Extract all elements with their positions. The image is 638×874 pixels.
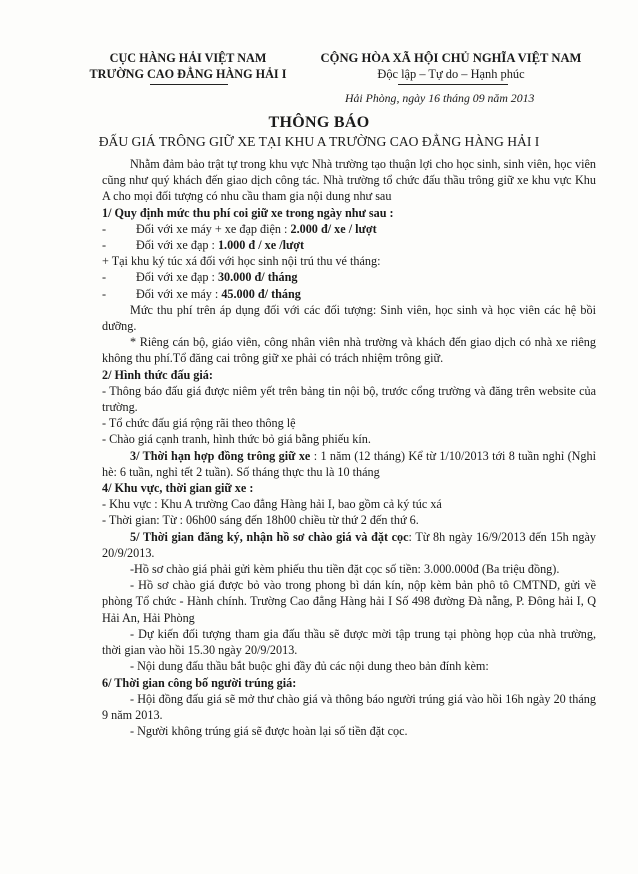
list-item: - Người không trúng giá sẽ được hoàn lại số tiền đặt cọc. (130, 724, 408, 739)
national-motto: Độc lập – Tự do – Hạnh phúc (377, 67, 525, 81)
list-item: - Hội đồng đấu giá sẽ mở thư chào giá và thông báo người trúng giá vào hồi 16h ngày 20 tháng 9 năm 2013. (102, 691, 596, 722)
list-item: - Thời gian: Từ : 06h00 sáng đến 18h00 chiều từ thứ 2 đến thứ 6. (102, 513, 419, 528)
list-item: - Hồ sơ chào giá được bỏ vào trong phong bì dán kín, nộp kèm bản phô tô CMTND, gửi về phòng Tổ chức - Hành chính. Trường Cao đẳng Hàng hải I Số 498 đường Đà nẵng, P. Đông hải I, Q Hải An, Hải Phòng (102, 578, 596, 625)
list-item: - Khu vực : Khu A trường Cao đẳng Hàng hải I, bao gồm cả ký túc xá (102, 497, 442, 512)
exemption-paragraph: * Riêng cán bộ, giáo viên, công nhân viên nhà trường và khách đến giao dịch có nhà xe riêng không thu phí.Tổ đăng cai trông giữ xe phải có trách nhiệm trông giữ. (102, 335, 596, 366)
list-item: - Dự kiến đối tượng tham gia đấu thầu sẽ được mời tập trung tại phòng họp của nhà trường, thời gian vào hồi 15.30 ngày 20/9/2013. (102, 626, 596, 658)
agency-header (68, 50, 308, 82)
document-body (102, 156, 596, 739)
section-3-heading: 3/ Thời hạn hợp đồng trông giữ xe (130, 448, 311, 463)
section-4-heading: 4/ Khu vực, thời gian giữ xe : (102, 481, 254, 496)
school-name: TRƯỜNG CAO ĐẲNG HÀNG HẢI I (89, 67, 287, 81)
national-header (306, 50, 596, 82)
section-2-heading: 2/ Hình thức đấu giá: (102, 367, 213, 382)
section-3-paragraph: 3/ Thời hạn hợp đồng trông giữ xe : 1 năm (12 tháng) Kể từ 1/10/2013 tới 8 tuần nghỉ (Nghỉ hè: 6 tuần, nghỉ tết 2 tuần). Số tháng thực thu là 10 tháng (102, 448, 597, 479)
national-title: CỘNG HÒA XÃ HỘI CHỦ NGHĨA VIỆT NAM (320, 51, 582, 65)
section-5-paragraph: 5/ Thời gian đăng ký, nhận hồ sơ chào giá và đặt cọc: Từ 8h ngày 16/9/2013 đến 15h ngày 20/9/2013. (102, 529, 596, 560)
fee-line: - Đối với xe máy + xe đạp điện : 2.000 đ/ xe / lượt (102, 221, 377, 236)
fee-line: - Đối với xe đạp : 30.000 đ/ tháng (102, 270, 298, 285)
section-1-heading: 1/ Quy định mức thu phí coi giữ xe trong ngày như sau : (102, 205, 394, 220)
fee-line: - Đối với xe đạp : 1.000 đ / xe /lượt (102, 238, 305, 253)
list-item: - Thông báo đấu giá được niêm yết trên bảng tin nội bộ, trước cổng trường và đăng trên website của trường. (102, 383, 596, 415)
list-item: -Hồ sơ chào giá phải gửi kèm phiếu thu tiền đặt cọc số tiền: 3.000.000đ (Ba triệu đồng). (130, 562, 560, 577)
document-subtitle: ĐẤU GIÁ TRÔNG GIỮ XE TẠI KHU A TRƯỜNG CAO ĐẲNG HÀNG HẢI I (98, 134, 540, 149)
agency-name: CỤC HÀNG HẢI VIỆT NAM (109, 51, 267, 65)
list-item: - Chào giá cạnh tranh, hình thức bỏ giá bằng phiếu kín. (102, 432, 371, 447)
fee-scope-paragraph: Mức thu phí trên áp dụng đối với các đối tượng: Sinh viên, học sinh và học viên các hệ bồi dưỡng. (102, 302, 596, 334)
intro-paragraph: Nhằm đảm bảo trật tự trong khu vực Nhà trường tạo thuận lợi cho học sinh, sinh viên, học viên cũng như quý khách đến giao dịch công tác. Nhà trường tổ chức đấu thầu trông giữ xe khu vực Khu A cho mọi đối tượng có nhu cầu tham gia nội dung như sau (102, 157, 596, 204)
document-date: Hải Phòng, ngày 16 tháng 09 năm 2013 (345, 91, 535, 105)
right-underline (398, 84, 508, 85)
document-title: THÔNG BÁO (268, 114, 370, 131)
dormitory-line: + Tại khu ký túc xá đối với học sinh nội trú thu vé tháng: (102, 254, 381, 269)
fee-line: - Đối với xe máy : 45.000 đ/ tháng (102, 286, 301, 301)
list-item: - Tổ chức đấu giá rộng rãi theo thông lệ (102, 416, 296, 431)
list-item: - Nội dung đấu thầu bắt buộc ghi đầy đủ các nội dung theo bản đính kèm: (130, 659, 489, 674)
left-underline (150, 84, 228, 85)
section-6-heading: 6/ Thời gian công bố người trúng giá: (102, 675, 297, 690)
section-5-heading: 5/ Thời gian đăng ký, nhận hồ sơ chào giá và đặt cọc (130, 529, 409, 544)
